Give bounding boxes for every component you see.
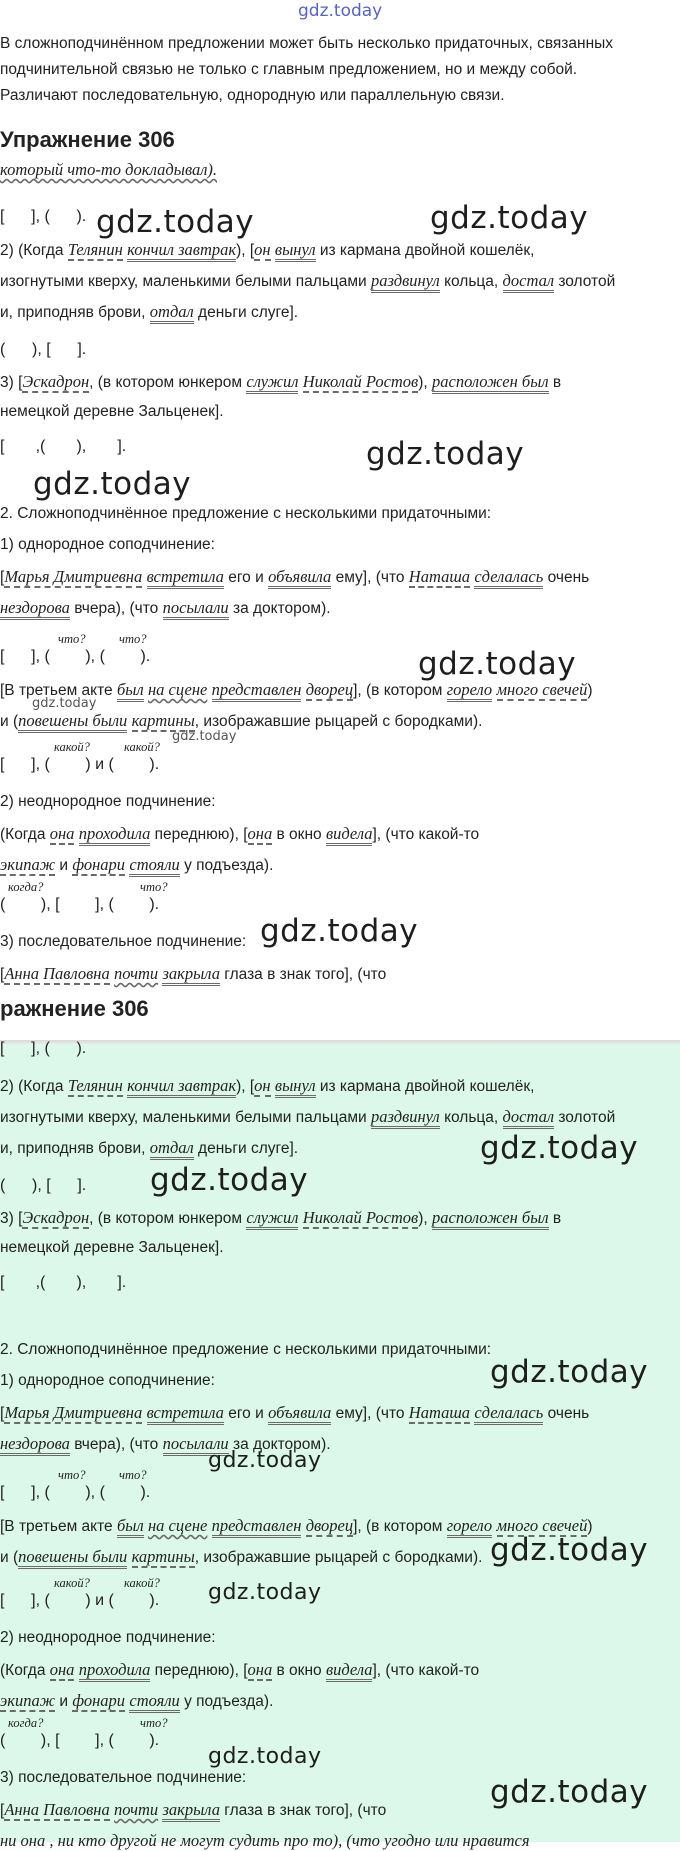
scheme-2: ( ), [ ]. [0, 1177, 87, 1194]
sentence-4-line-1 [0, 1403, 680, 1423]
subject: она [49, 824, 75, 843]
scheme-4: [ ], ( ), ( ). [0, 648, 151, 665]
question-label: когда? [8, 880, 44, 894]
subject: картины [131, 1547, 195, 1566]
sentence-2-line-1 [0, 240, 680, 260]
subject: дворец [305, 680, 354, 699]
subject: она [247, 824, 273, 843]
cut-line-text: ни она , ни кто другой не могут судить про то), (что угодно или нравится [0, 1831, 530, 1850]
predicate: объявила [268, 1403, 331, 1425]
subject: дворец [305, 1516, 354, 1535]
question-label: что? [119, 1468, 147, 1482]
predicate: стояли [129, 1691, 179, 1713]
text: деньги слуге]. [193, 1140, 299, 1157]
section-2-heading: 2. Сложноподчинённое предложение с несколькими придаточными: [0, 505, 492, 522]
predicate: отдал [150, 1138, 194, 1160]
subject: Телянин [67, 1076, 123, 1095]
intro-line-3: Различают последовательную, однородную или параллельную связи. [0, 87, 505, 104]
intro-line-2: подчинительной связью не только с главным предложением, но и между собой. [0, 61, 578, 78]
predicate: расположен был [432, 372, 549, 394]
scheme-1: [ ], ( ). [0, 208, 87, 225]
subject: Анна Павловна [4, 964, 110, 983]
sentence-5-line-1 [0, 680, 680, 700]
predicate: видела [326, 1660, 373, 1682]
text: золотой [554, 273, 616, 290]
text: ), [ [236, 1078, 255, 1095]
text: [В третьем акте [0, 682, 117, 699]
subject: Эскадрон [22, 1208, 90, 1227]
section-2-heading: 2. Сложноподчинённое предложение с несколькими придаточными: [0, 1341, 492, 1358]
subsection-3-heading: 3) последовательное подчинение: [0, 933, 247, 950]
watermark: gdz.today [150, 1162, 309, 1198]
predicate: встретила [147, 567, 224, 589]
watermark: gdz.today [430, 200, 589, 236]
scheme-1: [ ], ( ). [0, 1040, 87, 1057]
text: [ [0, 966, 5, 983]
subject: Эскадрон [22, 372, 90, 391]
exercise-heading-duplicate: ражнение 306 [0, 996, 149, 1021]
sentence-2-line-2 [0, 1107, 680, 1127]
subject: картины [131, 711, 195, 730]
predicate: посылали [163, 1434, 229, 1456]
subject: Телянин [67, 240, 123, 259]
text: за доктором). [228, 600, 331, 617]
sentence-3-line-1 [0, 1208, 680, 1228]
subject: фонари [72, 1691, 126, 1710]
watermark: gdz.today [208, 1744, 322, 1769]
sentence-3-line-2: немецкой деревне Зальценек]. [0, 1239, 224, 1256]
text: [ [0, 1802, 5, 1819]
watermark: gdz.today [366, 436, 525, 472]
site-logo[interactable]: gdz.today [298, 1, 383, 21]
subsection-1-heading: 1) однородное соподчинение: [0, 1372, 215, 1389]
text: ему], (что [331, 1405, 409, 1422]
text: [В третьем акте [0, 1518, 117, 1535]
predicate: вынул [275, 240, 316, 262]
text: ], (что какой-то [372, 1662, 480, 1679]
predicate: был [117, 680, 144, 702]
text: изогнутыми кверху, маленькими белыми пальцами [0, 1109, 372, 1126]
sentence-6-line-1 [0, 1660, 680, 1680]
text: 3) [ [0, 374, 23, 391]
predicate: объявила [268, 567, 331, 589]
text: в окно [272, 1662, 326, 1679]
predicate: нездорова [0, 1434, 70, 1456]
predicate: нездорова [0, 598, 70, 620]
circumstance: почти [114, 964, 159, 983]
subject: много свечей [496, 680, 588, 699]
text: и [55, 1693, 73, 1710]
watermark: gdz.today [260, 913, 419, 949]
subject: она [247, 1660, 273, 1679]
text: , изображавшие рыцарей с бородками). [194, 1549, 483, 1566]
text: глаза в знак того], (что [219, 966, 387, 983]
text: в [548, 374, 562, 391]
predicate: раздвинул [371, 1107, 440, 1129]
predicate: представлен [212, 680, 302, 702]
answer-panel-top[interactable] [0, 160, 680, 983]
subject: Анна Павловна [4, 1800, 110, 1819]
text: его и [223, 1405, 269, 1422]
sentence-6-line-2 [0, 1691, 680, 1711]
answer-panel-bottom[interactable] [0, 1040, 680, 1850]
text: (Когда [0, 1662, 50, 1679]
text: ) [587, 682, 593, 699]
scheme-5: [ ], ( ) и ( ). [0, 756, 160, 773]
question-label: какой? [54, 740, 90, 754]
text: ), [418, 1210, 432, 1227]
predicate: посылали [163, 598, 229, 620]
sentence-6-line-2 [0, 855, 680, 875]
sentence-4-line-2 [0, 1434, 680, 1454]
text: деньги слуге]. [193, 304, 299, 321]
predicate: повешены были [18, 711, 127, 733]
text: и ( [0, 1549, 19, 1566]
predicate: кончил завтрак [127, 240, 236, 262]
subject: Марья Дмитриевна [4, 1403, 143, 1422]
subject: Наташа [408, 567, 471, 586]
intro-line-1: В сложноподчинённом предложении может быть несколько придаточных, связанных [0, 35, 614, 52]
watermark: gdz.today [33, 466, 192, 502]
text: переднюю), [ [150, 826, 248, 843]
subject: Николай Ростов [302, 1208, 419, 1227]
text: ) [587, 1518, 593, 1535]
predicate: проходила [79, 1660, 151, 1682]
text: [ [0, 1405, 5, 1422]
text: за доктором). [228, 1436, 331, 1453]
subject: она [49, 1660, 75, 1679]
subsection-2-heading: 2) неоднородное подчинение: [0, 793, 216, 810]
intro-paragraph [0, 31, 680, 109]
scheme-2: ( ), [ ]. [0, 341, 87, 358]
scheme-6: ( ), [ ], ( ). [0, 1732, 160, 1749]
text: , изображавшие рыцарей с бородками). [194, 713, 483, 730]
text: в [548, 1210, 562, 1227]
watermark: gdz.today [490, 1354, 649, 1390]
sentence-4-line-2 [0, 598, 680, 618]
subject: экипаж [0, 1691, 56, 1710]
text: 2) (Когда [0, 1078, 68, 1095]
watermark: gdz.today [490, 1532, 649, 1568]
circumstance: на сцене [147, 1516, 208, 1535]
text: и, приподняв брови, [0, 1140, 150, 1157]
scheme-3: [ ,( ), ]. [0, 1274, 127, 1291]
predicate: закрыла [162, 1800, 219, 1822]
scheme-5: [ ], ( ) и ( ). [0, 1592, 160, 1609]
predicate: видела [326, 824, 373, 846]
question-label: что? [119, 632, 147, 646]
scheme-3: [ ,( ), ]. [0, 438, 127, 455]
predicate: раздвинул [371, 271, 440, 293]
sentence-2-line-1 [0, 1076, 680, 1096]
question-label: что? [140, 1716, 168, 1730]
answer-line [0, 160, 680, 180]
text: ему], (что [331, 569, 409, 586]
text: ], (в котором [353, 682, 447, 699]
sentence-7-line-2-cut [0, 1831, 680, 1851]
text: (Когда [0, 826, 50, 843]
text: ], (что какой-то [372, 826, 480, 843]
subject: он [254, 1076, 271, 1095]
watermark: gdz.today [208, 1580, 322, 1605]
text: и ( [0, 713, 19, 730]
subject: он [254, 240, 271, 259]
question-label: что? [58, 632, 86, 646]
scheme-4: [ ], ( ), ( ). [0, 1484, 151, 1501]
sentence-6-line-1 [0, 824, 680, 844]
sentence-4-line-1 [0, 567, 680, 587]
predicate: вынул [275, 1076, 316, 1098]
text: переднюю), [ [150, 1662, 248, 1679]
watermark: gdz.today [96, 204, 255, 240]
exercise-heading: Упражнение 306 [0, 127, 175, 152]
sentence-5-line-2 [0, 711, 680, 731]
text: 2) (Когда [0, 242, 68, 259]
predicate: проходила [79, 824, 151, 846]
text: ], (в котором [353, 1518, 447, 1535]
subsection-1-heading: 1) однородное соподчинение: [0, 536, 215, 553]
sentence-2-line-3 [0, 302, 680, 322]
text: и [55, 857, 73, 874]
text: ), [418, 374, 432, 391]
text: в окно [272, 826, 326, 843]
predicate: был [117, 1516, 144, 1538]
text: ), [ [236, 242, 255, 259]
text: вчера), (что [69, 1436, 163, 1453]
text: его и [223, 569, 269, 586]
text: очень [543, 569, 590, 586]
text: очень [543, 1405, 590, 1422]
predicate: служил [246, 1208, 298, 1230]
subject: много свечей [496, 1516, 588, 1535]
scheme-6: ( ), [ ], ( ). [0, 896, 160, 913]
text: у подъезда). [179, 1693, 274, 1710]
sentence-2-line-2 [0, 271, 680, 291]
circumstance: на сцене [147, 680, 208, 699]
predicate: служил [246, 372, 298, 394]
sentence-3-line-2: немецкой деревне Зальценек]. [0, 403, 224, 420]
subject: Наташа [408, 1403, 471, 1422]
subject: Николай Ростов [302, 372, 419, 391]
subsection-3-heading: 3) последовательное подчинение: [0, 1769, 247, 1786]
predicate: достал [503, 271, 554, 293]
text: из кармана двойной кошелёк, [315, 242, 535, 259]
predicate: встретила [147, 1403, 224, 1425]
watermark: gdz.today [32, 696, 97, 711]
watermark: gdz.today [490, 1774, 649, 1810]
predicate: горело [447, 1516, 493, 1538]
text: из кармана двойной кошелёк, [315, 1078, 535, 1095]
text: у подъезда). [179, 857, 274, 874]
watermark: gdz.today [172, 729, 237, 744]
text: глаза в знак того], (что [219, 1802, 387, 1819]
watermark: gdz.today [208, 1448, 322, 1473]
predicate: сделалась [474, 1403, 543, 1425]
predicate: представлен [212, 1516, 302, 1538]
subject: Марья Дмитриевна [4, 567, 143, 586]
watermark: gdz.today [480, 1130, 639, 1166]
predicate: сделалась [474, 567, 543, 589]
predicate: кончил завтрак [127, 1076, 236, 1098]
question-label: какой? [54, 1576, 90, 1590]
predicate: отдал [150, 302, 194, 324]
predicate: расположен был [432, 1208, 549, 1230]
sentence-7-line-1-cut [0, 964, 680, 984]
text: 3) [ [0, 1210, 23, 1227]
predicate: стояли [129, 855, 179, 877]
watermark: gdz.today [418, 646, 577, 682]
text: изогнутыми кверху, маленькими белыми пальцами [0, 273, 372, 290]
text: золотой [554, 1109, 616, 1126]
question-label: какой? [124, 740, 160, 754]
text: и, приподняв брови, [0, 304, 150, 321]
question-label: когда? [8, 1716, 44, 1730]
sentence-3-line-1 [0, 372, 680, 392]
question-label: какой? [124, 1576, 160, 1590]
text: кольца, [439, 273, 503, 290]
question-label: что? [140, 880, 168, 894]
text: , (в котором юнкером [89, 374, 247, 391]
text: вчера), (что [69, 600, 163, 617]
circumstance: почти [114, 1800, 159, 1819]
predicate: горело [447, 680, 493, 702]
predicate: повешены были [18, 1547, 127, 1569]
subject: экипаж [0, 855, 56, 874]
predicate: закрыла [162, 964, 219, 986]
question-label: что? [58, 1468, 86, 1482]
subsection-2-heading: 2) неоднородное подчинение: [0, 1629, 216, 1646]
predicate: достал [503, 1107, 554, 1129]
text: [ [0, 569, 5, 586]
cut-line-text: который что-то докладывал). [0, 160, 218, 179]
text: , (в котором юнкером [89, 1210, 247, 1227]
subject: фонари [72, 855, 126, 874]
text: кольца, [439, 1109, 503, 1126]
